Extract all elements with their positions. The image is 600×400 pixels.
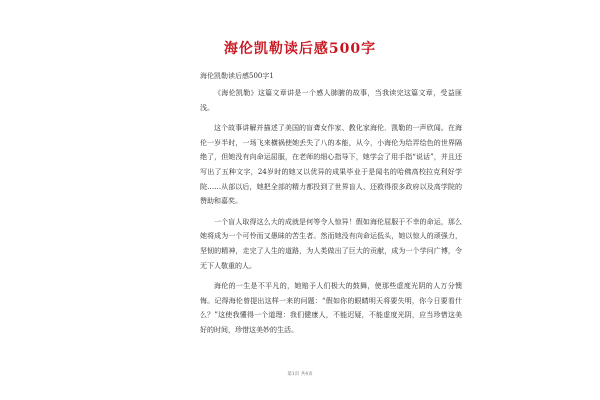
page-footer: 第1页 共4页 bbox=[287, 372, 313, 377]
paragraph: 一个盲人取得这么大的成就是何等令人惊异！假如海伦屈服于不幸的命运，那么她将成为一个可怜而又愚昧的苦生者。然而她没有向命运低头，她以惊人的顽强力，坚韧的精神，走完了人生的道路，为人类做出了巨大的贡献，成为一个学问广博，令无下人敬重的人。 bbox=[200, 217, 462, 270]
document-body bbox=[200, 86, 462, 344]
paragraph: 海伦的一生是不平凡的，她赔予人们极大的鼓舞，使那些虚度光阴的人万分懊悔。记得海伦曾提出这样一来的问题：“假如你的眼睛明天将要失明，你今日要看什么？”这使我懂得一个道理：我们健康人，不能迟疑，不能虚度光阴，应当珍惜这美好的时间，珍惜这美妙的生活。 bbox=[200, 282, 462, 334]
paragraph: 这个故事讲解并描述了美国的盲聋女作家、教化家海伦．凯勒的一声欣闻。在海伦一岁半时，一场飞来横祸使她丢失了八的本能，从今，小海伦为给弄绘色的世界隔绝了，但她没有向命运屈服，在老师的细心指导下，她学会了用手指“说话”，并且还写出了五种文字，24岁时的她又以优异的成果毕业于是闻名的哈佛高校拉克利好学院……从部以后，她把全部的精力都投到了世界盲人、还救得很多政府以及高学院的赞助和嘉奖。 bbox=[200, 124, 462, 206]
paragraph: 《海伦凯勒》这篇文章讲是一个感人肺腑的故事，当我读完这篇文章，受益匪浅。 bbox=[200, 89, 462, 112]
document-title: 海伦凯勒读后感500字 bbox=[223, 41, 377, 57]
document-subtitle: 海伦凯勒读后感500字1 bbox=[200, 72, 274, 80]
